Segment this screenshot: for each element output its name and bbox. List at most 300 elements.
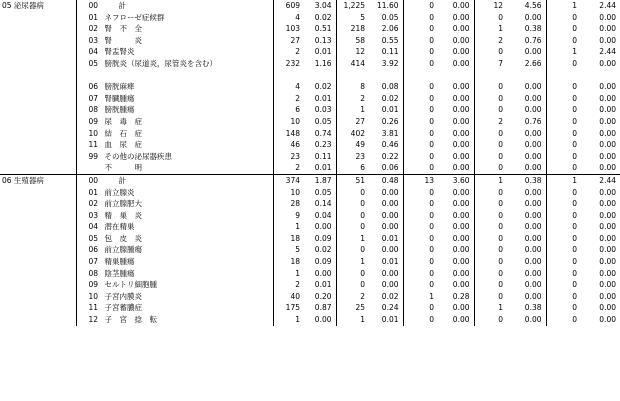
disease-name: 腎 不 全 [104, 24, 142, 34]
count-cell: 9 [295, 210, 300, 220]
rate-cell: 0.00 [599, 128, 616, 138]
disease-name: 膀胱炎（尿道炎，尿管炎を含む） [104, 58, 217, 68]
rate-cell: 0.48 [369, 174, 403, 186]
count-cell: 0 [572, 199, 577, 209]
count-cell: 0 [498, 210, 503, 220]
disease-name: 不 明 [104, 163, 142, 173]
table-row [0, 35, 620, 47]
rate-cell: 0.00 [438, 210, 474, 222]
count-cell: 0 [498, 315, 503, 325]
rate-cell: 0.02 [304, 244, 336, 256]
rate-cell: 0.02 [369, 93, 403, 105]
rate-cell: 0.05 [369, 12, 403, 24]
count-cell: 0 [498, 12, 503, 22]
disease-name-cell [76, 291, 273, 303]
category-cell-empty [0, 268, 76, 280]
disease-name-cell [76, 116, 273, 128]
rate-cell: 0.00 [507, 162, 546, 174]
disease-name: 子宮内膜炎 [104, 291, 142, 301]
disease-name-cell [76, 93, 273, 105]
table-row [0, 291, 620, 303]
rate-cell: 2.44 [599, 1, 616, 10]
disease-name-cell [76, 279, 273, 291]
rate-cell: 0.01 [304, 93, 336, 105]
disease-name-cell [76, 256, 273, 268]
count-cell: 0 [498, 199, 503, 209]
disease-name-cell [76, 268, 273, 280]
disease-name-cell [76, 221, 273, 233]
disease-code: 06 [88, 245, 99, 255]
rate-cell: 0.00 [507, 221, 546, 233]
count-cell: 0 [498, 245, 503, 255]
rate-cell: 0.01 [304, 279, 336, 291]
rate-cell: 0.00 [599, 315, 616, 325]
rate-cell: 0.00 [507, 291, 546, 303]
disease-name: 子宮蓄膿症 [104, 303, 142, 313]
table-row [0, 46, 620, 58]
table-row [0, 256, 620, 268]
disease-name: 精巣腫瘍 [104, 257, 135, 267]
disease-name-cell [76, 210, 273, 222]
count-cell: 1 [572, 47, 577, 57]
disease-name: 尿 毒 症 [104, 116, 142, 126]
table-row [0, 233, 620, 245]
disease-name: 包 皮 炎 [104, 233, 142, 243]
count-cell: 0 [498, 163, 503, 173]
table-row [0, 93, 620, 105]
category-cell-empty [0, 302, 76, 314]
rate-cell: 0.00 [599, 163, 616, 173]
rate-cell: 0.23 [304, 139, 336, 151]
disease-code: 01 [88, 12, 99, 22]
count-cell: 0 [429, 199, 434, 209]
count-cell: 2 [498, 35, 503, 45]
rate-cell: 0.24 [369, 302, 403, 314]
rate-cell: 0.14 [304, 198, 336, 210]
count-cell: 28 [290, 199, 300, 209]
rate-cell: 0.00 [599, 82, 616, 92]
disease-name-cell [76, 12, 273, 24]
count-cell: 0 [572, 116, 577, 126]
table-row [0, 210, 620, 222]
disease-name-cell [76, 233, 273, 245]
disease-name-cell [76, 128, 273, 140]
category-cell-empty [0, 187, 76, 199]
count-cell: 23 [355, 151, 365, 161]
rate-cell: 0.00 [599, 140, 616, 150]
disease-code: 03 [88, 35, 99, 45]
category-cell-empty [0, 210, 76, 222]
table-row [0, 198, 620, 210]
category-cell-empty [0, 58, 76, 81]
rate-cell: 0.00 [507, 46, 546, 58]
disease-name: 陰茎腫瘍 [104, 268, 135, 278]
disease-code: 03 [88, 210, 99, 220]
category-label: 05 泌尿器病 [2, 1, 44, 10]
rate-cell: 0.01 [369, 233, 403, 245]
table-row [0, 128, 620, 140]
count-cell: 0 [498, 105, 503, 115]
count-cell: 18 [290, 257, 300, 267]
count-cell: 0 [360, 199, 365, 209]
disease-name-cell [76, 104, 273, 116]
count-cell: 2 [295, 93, 300, 103]
count-cell: 51 [336, 174, 369, 186]
rate-cell: 0.01 [369, 256, 403, 268]
count-cell: 12 [493, 1, 503, 10]
rate-cell: 0.02 [304, 12, 336, 24]
count-cell: 0 [498, 187, 503, 197]
rate-cell: 0.02 [369, 291, 403, 303]
rate-cell: 0.05 [304, 116, 336, 128]
count-cell: 0 [429, 116, 434, 126]
rate-cell: 2.66 [507, 58, 546, 81]
count-cell: 0 [498, 93, 503, 103]
rate-cell: 0.00 [507, 151, 546, 163]
count-cell: 0 [572, 291, 577, 301]
disease-name: 結 石 症 [104, 128, 142, 138]
count-cell: 414 [350, 58, 365, 68]
disease-name-cell [76, 23, 273, 35]
count-cell: 218 [350, 24, 365, 34]
count-cell: 0 [498, 128, 503, 138]
count-cell: 23 [290, 151, 300, 161]
rate-cell: 0.00 [599, 222, 616, 232]
rate-cell: 4.56 [507, 0, 546, 12]
count-cell: 8 [360, 82, 365, 92]
rate-cell: 0.20 [304, 291, 336, 303]
count-cell: 1 [498, 24, 503, 34]
rate-cell: 11.60 [369, 0, 403, 12]
rate-cell: 0.26 [369, 116, 403, 128]
count-cell: 27 [355, 116, 365, 126]
disease-code: 07 [88, 257, 99, 267]
count-cell: 0 [572, 12, 577, 22]
count-cell: 1 [572, 1, 577, 10]
count-cell: 0 [429, 105, 434, 115]
rate-cell: 0.00 [369, 221, 403, 233]
table-row [0, 139, 620, 151]
rate-cell: 0.87 [304, 302, 336, 314]
disease-name-cell [76, 244, 273, 256]
disease-code: 10 [88, 291, 99, 301]
count-cell: 0 [498, 82, 503, 92]
rate-cell: 0.00 [438, 116, 474, 128]
count-cell: 4 [295, 82, 300, 92]
table-row [0, 81, 620, 93]
rate-cell: 0.00 [599, 187, 616, 197]
count-cell: 1 [295, 315, 300, 325]
count-cell: 0 [572, 315, 577, 325]
count-cell: 1 [360, 105, 365, 115]
count-cell: 0 [572, 268, 577, 278]
category-cell-empty [0, 128, 76, 140]
category-cell-empty [0, 81, 76, 93]
count-cell: 0 [429, 222, 434, 232]
count-cell: 0 [360, 268, 365, 278]
rate-cell: 0.00 [438, 256, 474, 268]
rate-cell: 0.00 [507, 314, 546, 326]
disease-name: 腎 炎 [104, 35, 142, 45]
count-cell: 2 [498, 116, 503, 126]
count-cell: 0 [498, 268, 503, 278]
rate-cell: 0.00 [507, 104, 546, 116]
rate-cell: 0.00 [438, 221, 474, 233]
count-cell: 1 [295, 268, 300, 278]
category-cell-empty [0, 279, 76, 291]
rate-cell: 0.00 [599, 245, 616, 255]
count-cell: 1 [360, 233, 365, 243]
count-cell: 0 [572, 210, 577, 220]
count-cell: 2 [295, 163, 300, 173]
category-cell-empty [0, 233, 76, 245]
rate-cell: 0.00 [599, 257, 616, 267]
disease-name-cell [76, 187, 273, 199]
table-row [0, 58, 620, 81]
disease-code: 09 [88, 116, 99, 126]
rate-cell: 0.00 [507, 93, 546, 105]
count-cell: 0 [572, 58, 577, 68]
count-cell: 0 [498, 257, 503, 267]
category-cell-empty [0, 162, 76, 174]
count-cell: 0 [498, 291, 503, 301]
count-cell: 0 [498, 151, 503, 161]
rate-cell: 0.00 [369, 187, 403, 199]
category-cell-empty [0, 314, 76, 326]
rate-cell: 0.01 [304, 162, 336, 174]
table-row [0, 314, 620, 326]
category-cell-empty [0, 104, 76, 116]
table-row [0, 174, 620, 186]
count-cell: 18 [290, 233, 300, 243]
rate-cell: 0.00 [438, 151, 474, 163]
count-cell: 2 [360, 93, 365, 103]
rate-cell: 0.00 [507, 244, 546, 256]
count-cell: 103 [285, 24, 300, 34]
disease-code: 05 [88, 58, 99, 68]
count-cell: 6 [295, 105, 300, 115]
disease-name: 前立腺炎 [104, 187, 135, 197]
disease-name: 腎臓腫瘍 [104, 93, 135, 103]
rate-cell: 0.00 [599, 93, 616, 103]
disease-name: セルトリ細胞腫 [104, 280, 157, 290]
rate-cell: 0.74 [304, 128, 336, 140]
category-cell-empty [0, 198, 76, 210]
count-cell: 0 [429, 210, 434, 220]
count-cell: 0 [498, 280, 503, 290]
category-cell-empty [0, 244, 76, 256]
count-cell: 0 [429, 140, 434, 150]
table-row [0, 151, 620, 163]
table-row [0, 221, 620, 233]
rate-cell: 0.00 [507, 139, 546, 151]
rate-cell: 0.00 [599, 105, 616, 115]
disease-name: 計 [118, 1, 126, 10]
category-cell-empty [0, 12, 76, 24]
count-cell: 0 [572, 303, 577, 313]
count-cell: 0 [429, 303, 434, 313]
rate-cell: 0.00 [438, 58, 474, 81]
rate-cell: 0.00 [438, 314, 474, 326]
rate-cell: 0.76 [507, 116, 546, 128]
disease-code: 99 [88, 151, 99, 161]
rate-cell: 0.00 [438, 128, 474, 140]
disease-name-cell [76, 314, 273, 326]
category-cell-empty [0, 256, 76, 268]
category-cell-empty [0, 221, 76, 233]
rate-cell: 0.01 [369, 104, 403, 116]
table-row [0, 244, 620, 256]
rate-cell: 0.04 [304, 210, 336, 222]
rate-cell: 0.08 [369, 81, 403, 93]
count-cell: 4 [295, 12, 300, 22]
disease-name-cell [76, 198, 273, 210]
rate-cell: 0.00 [369, 279, 403, 291]
disease-name: 腎盂腎炎 [104, 47, 135, 57]
rate-cell: 0.06 [369, 162, 403, 174]
rate-cell: 0.00 [438, 93, 474, 105]
table-row [0, 162, 620, 174]
count-cell: 0 [429, 47, 434, 57]
count-cell: 0 [572, 93, 577, 103]
rate-cell: 0.05 [304, 187, 336, 199]
count-cell: 0 [572, 257, 577, 267]
rate-cell: 0.00 [599, 151, 616, 161]
rate-cell: 0.46 [369, 139, 403, 151]
count-cell: 1 [498, 303, 503, 313]
rate-cell: 0.00 [599, 35, 616, 45]
count-cell: 2 [295, 47, 300, 57]
rate-cell: 0.00 [438, 0, 474, 12]
count-cell: 232 [285, 58, 300, 68]
rate-cell: 3.81 [369, 128, 403, 140]
rate-cell: 0.28 [438, 291, 474, 303]
count-cell: 1,225 [343, 1, 365, 10]
rate-cell: 0.00 [599, 24, 616, 34]
disease-name-cell [76, 139, 273, 151]
disease-code: 10 [88, 128, 99, 138]
count-cell: 0 [429, 58, 434, 68]
count-cell: 46 [290, 140, 300, 150]
count-cell: 1 [360, 257, 365, 267]
count-cell: 0 [360, 222, 365, 232]
rate-cell: 0.00 [304, 314, 336, 326]
disease-code: 02 [88, 24, 99, 34]
disease-name: 膀胱麻痺 [104, 82, 135, 92]
count-cell: 0 [498, 222, 503, 232]
rate-cell: 0.09 [304, 256, 336, 268]
table-row [0, 0, 620, 12]
rate-cell: 0.00 [438, 12, 474, 24]
rate-cell: 0.00 [304, 268, 336, 280]
rate-cell: 0.38 [507, 23, 546, 35]
disease-code: 11 [88, 303, 99, 313]
category-cell-empty [0, 46, 76, 58]
count-cell: 5 [360, 12, 365, 22]
table-row [0, 23, 620, 35]
rate-cell: 0.00 [438, 187, 474, 199]
table-row [0, 279, 620, 291]
count-cell: 1 [360, 315, 365, 325]
disease-code: 00 [88, 175, 99, 185]
rate-cell: 0.22 [369, 151, 403, 163]
count-cell: 402 [350, 128, 365, 138]
count-cell: 0 [429, 93, 434, 103]
disease-name: その他の泌尿器疾患 [104, 151, 172, 161]
disease-name: 前立腺肥大 [104, 199, 142, 209]
rate-cell: 0.00 [438, 233, 474, 245]
rate-cell: 1.16 [304, 58, 336, 81]
disease-name: 膀胱腫瘍 [104, 105, 135, 115]
rate-cell: 0.00 [599, 303, 616, 313]
count-cell: 1 [546, 174, 581, 186]
count-cell: 0 [572, 280, 577, 290]
rate-cell: 0.00 [599, 58, 616, 68]
count-cell: 0 [572, 105, 577, 115]
disease-name-cell [76, 151, 273, 163]
count-cell: 0 [429, 280, 434, 290]
count-cell: 0 [572, 140, 577, 150]
disease-name: ネフローゼ症候群 [104, 12, 165, 22]
rate-cell: 3.92 [369, 58, 403, 81]
count-cell: 0 [429, 35, 434, 45]
count-cell: 1 [295, 222, 300, 232]
rate-cell: 0.00 [599, 280, 616, 290]
rate-cell: 0.00 [507, 198, 546, 210]
count-cell: 0 [429, 245, 434, 255]
rate-cell: 0.00 [438, 81, 474, 93]
rate-cell: 2.44 [581, 174, 620, 186]
rate-cell: 0.00 [599, 233, 616, 243]
count-cell: 0 [572, 151, 577, 161]
rate-cell: 0.01 [369, 314, 403, 326]
rate-cell: 0.13 [304, 35, 336, 47]
table-row [0, 104, 620, 116]
rate-cell: 0.01 [304, 46, 336, 58]
rate-cell: 3.04 [304, 0, 336, 12]
category-cell-empty [0, 93, 76, 105]
disease-code: 02 [88, 199, 99, 209]
disease-name: 精 巣 炎 [104, 210, 142, 220]
disease-code: 05 [88, 233, 99, 243]
rate-cell: 0.00 [507, 233, 546, 245]
rate-cell: 0.02 [304, 81, 336, 93]
rate-cell: 0.76 [507, 35, 546, 47]
count-cell: 0 [572, 187, 577, 197]
rate-cell: 0.00 [438, 23, 474, 35]
disease-name: 前立腺腫瘍 [104, 245, 142, 255]
rate-cell: 0.00 [369, 244, 403, 256]
rate-cell: 0.00 [438, 46, 474, 58]
disease-code: 01 [88, 187, 99, 197]
count-cell: 0 [572, 24, 577, 34]
rate-cell: 0.00 [304, 221, 336, 233]
disease-name-cell [76, 81, 273, 93]
count-cell: 0 [429, 82, 434, 92]
count-cell: 0 [429, 233, 434, 243]
disease-code: 08 [88, 105, 99, 115]
count-cell: 10 [290, 116, 300, 126]
count-cell: 12 [355, 47, 365, 57]
count-cell: 0 [429, 24, 434, 34]
disease-name: 潜在精巣 [104, 222, 135, 232]
rate-cell: 2.44 [599, 47, 616, 57]
count-cell: 0 [572, 233, 577, 243]
rate-cell: 0.00 [438, 279, 474, 291]
rate-cell: 0.00 [507, 279, 546, 291]
disease-code: 00 [88, 1, 99, 10]
rate-cell: 2.06 [369, 23, 403, 35]
